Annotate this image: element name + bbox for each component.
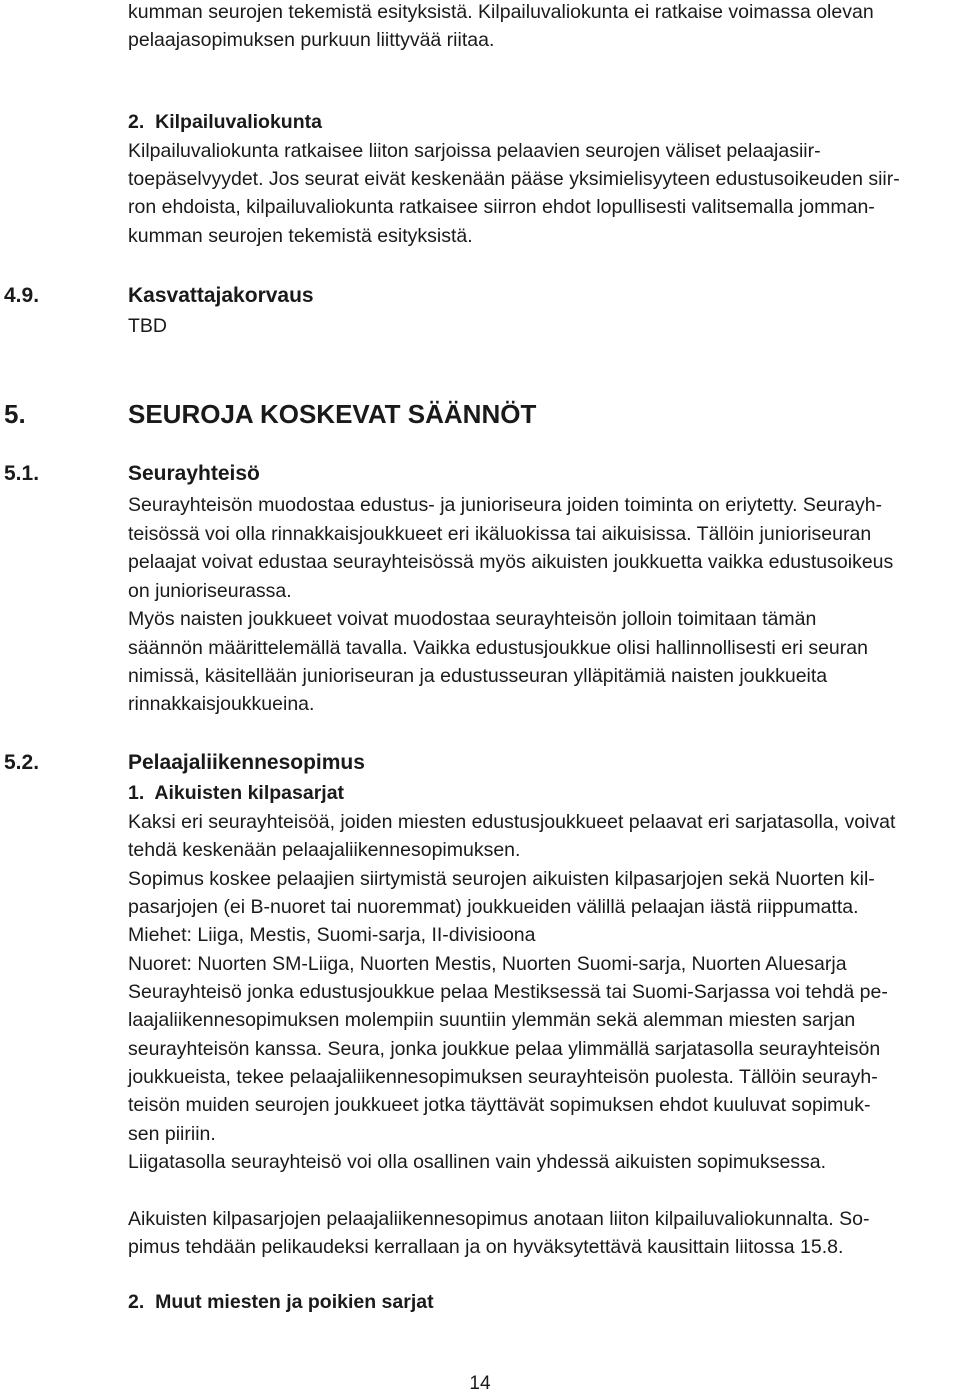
paragraph-line: Sopimus koskee pelaajien siirtymistä seurojen aikuisten kilpasarjojen sekä Nuorten kil- (128, 868, 875, 890)
paragraph-line: kumman seurojen tekemistä esityksistä. (128, 225, 473, 247)
paragraph-line: pimus tehdään pelikaudeksi kerrallaan ja on hyväksytettävä kausittain liitossa 15.8. (128, 1236, 844, 1258)
list-item-title: Kilpailuvaliokunta (155, 111, 322, 133)
chapter-number: 5. (4, 399, 26, 429)
paragraph-line: pelaajat voivat edustaa seurayhteisössä myös aikuisten joukkuetta vaikka edustusoikeus (128, 551, 894, 573)
paragraph-line: Seurayhteisö jonka edustusjoukkue pelaa Mestiksessä tai Suomi-Sarjassa voi tehdä pe- (128, 981, 888, 1003)
subsection-heading (128, 1288, 434, 1316)
paragraph-line: on junioriseurassa. (128, 580, 292, 602)
paragraph-line: Myös naisten joukkueet voivat muodostaa seurayhteisön jolloin toimitaan tämän (128, 608, 817, 630)
paragraph-line: Nuoret: Nuorten SM-Liiga, Nuorten Mestis, Nuorten Suomi-sarja, Nuorten Aluesarja (128, 953, 847, 975)
section-number: 5.1. (4, 462, 40, 485)
paragraph-line: ron ehdoista, kilpailuvaliokunta ratkaisee siirron ehdot lopullisesti valitsemalla jomman- (128, 196, 875, 218)
chapter-title: SEUROJA KOSKEVAT SÄÄNNÖT (128, 399, 537, 429)
paragraph-line: nimissä, käsitellään junioriseuran ja edustusseuran ylläpitämiä naisten joukkueita (128, 665, 828, 687)
section-body: TBD (128, 315, 167, 337)
section-title: Kasvattajakorvaus (128, 284, 314, 307)
subsection-number: 1. (128, 782, 145, 804)
paragraph-line: Kilpailuvaliokunta ratkaisee liiton sarjoissa pelaavien seurojen väliset pelaajasiir- (128, 140, 821, 162)
paragraph-line: Liigatasolla seurayhteisö voi olla osallinen vain yhdessä aikuisten sopimuksessa. (128, 1151, 827, 1173)
paragraph-line: sen piiriin. (128, 1123, 216, 1145)
paragraph-line: seurayhteisön kanssa. Seura, jonka joukkue pelaa ylimmällä sarjatasolla seurayhteisön (128, 1038, 881, 1060)
paragraph-line: pasarjojen (ei B-nuoret tai nuoremmat) joukkueiden välillä pelaajan iästä riippumatta. (128, 896, 859, 918)
list-item-heading (128, 108, 322, 136)
section-number: 5.2. (4, 751, 40, 774)
paragraph-line: joukkueista, tekee pelaajaliikennesopimuksen seurayhteisön puolesta. Tällöin seurayh- (128, 1066, 878, 1088)
paragraph-line: teisön muiden seurojen joukkueet jotka täyttävät sopimuksen ehdot kuuluvat sopimuk- (128, 1094, 871, 1116)
list-item-number: 2. (128, 111, 145, 133)
paragraph-line: pelaajasopimuksen purkuun liittyvää riitaa. (128, 29, 495, 51)
subsection-title: Muut miesten ja poikien sarjat (155, 1291, 434, 1313)
subsection-title: Aikuisten kilpasarjat (154, 782, 345, 804)
section-title: Pelaajaliikennesopimus (128, 751, 365, 774)
paragraph-line: Seurayhteisön muodostaa edustus- ja junioriseura joiden toiminta on eriytetty. Seurayh- (128, 494, 883, 516)
page-number: 14 (469, 1373, 491, 1394)
paragraph-line: rinnakkaisjoukkueina. (128, 693, 315, 715)
paragraph-line: laajaliikennesopimuksen molempiin suuntiin ylemmän sekä alemman miesten sarjan (128, 1009, 856, 1031)
section-title: Seurayhteisö (128, 462, 260, 485)
section-number: 4.9. (4, 284, 40, 307)
paragraph-line: säännön määrittelemällä tavalla. Vaikka edustusjoukkue olisi hallinnollisesti eri seuran (128, 637, 868, 659)
paragraph-line: Kaksi eri seurayhteisöä, joiden miesten edustusjoukkueet pelaavat eri sarjatasolla, voivat (128, 811, 896, 833)
paragraph-line: kumman seurojen tekemistä esityksistä. Kilpailuvaliokunta ei ratkaise voimassa olevan (128, 1, 874, 23)
paragraph-line: teisössä voi olla rinnakkaisjoukkueet eri ikäluokissa tai aikuisissa. Tällöin junioriseuran (128, 523, 872, 545)
paragraph-line: Miehet: Liiga, Mestis, Suomi-sarja, II-divisioona (128, 924, 536, 946)
paragraph-line: tehdä keskenään pelaajaliikennesopimuksen. (128, 839, 521, 861)
subsection-number: 2. (128, 1291, 145, 1313)
paragraph-line: Aikuisten kilpasarjojen pelaajaliikennesopimus anotaan liiton kilpailuvaliokunnalta. So- (128, 1208, 870, 1230)
paragraph-line: toepäselvyydet. Jos seurat eivät keskenään pääse yksimielisyyteen edustusoikeuden siir- (128, 168, 900, 190)
subsection-heading (128, 779, 344, 807)
